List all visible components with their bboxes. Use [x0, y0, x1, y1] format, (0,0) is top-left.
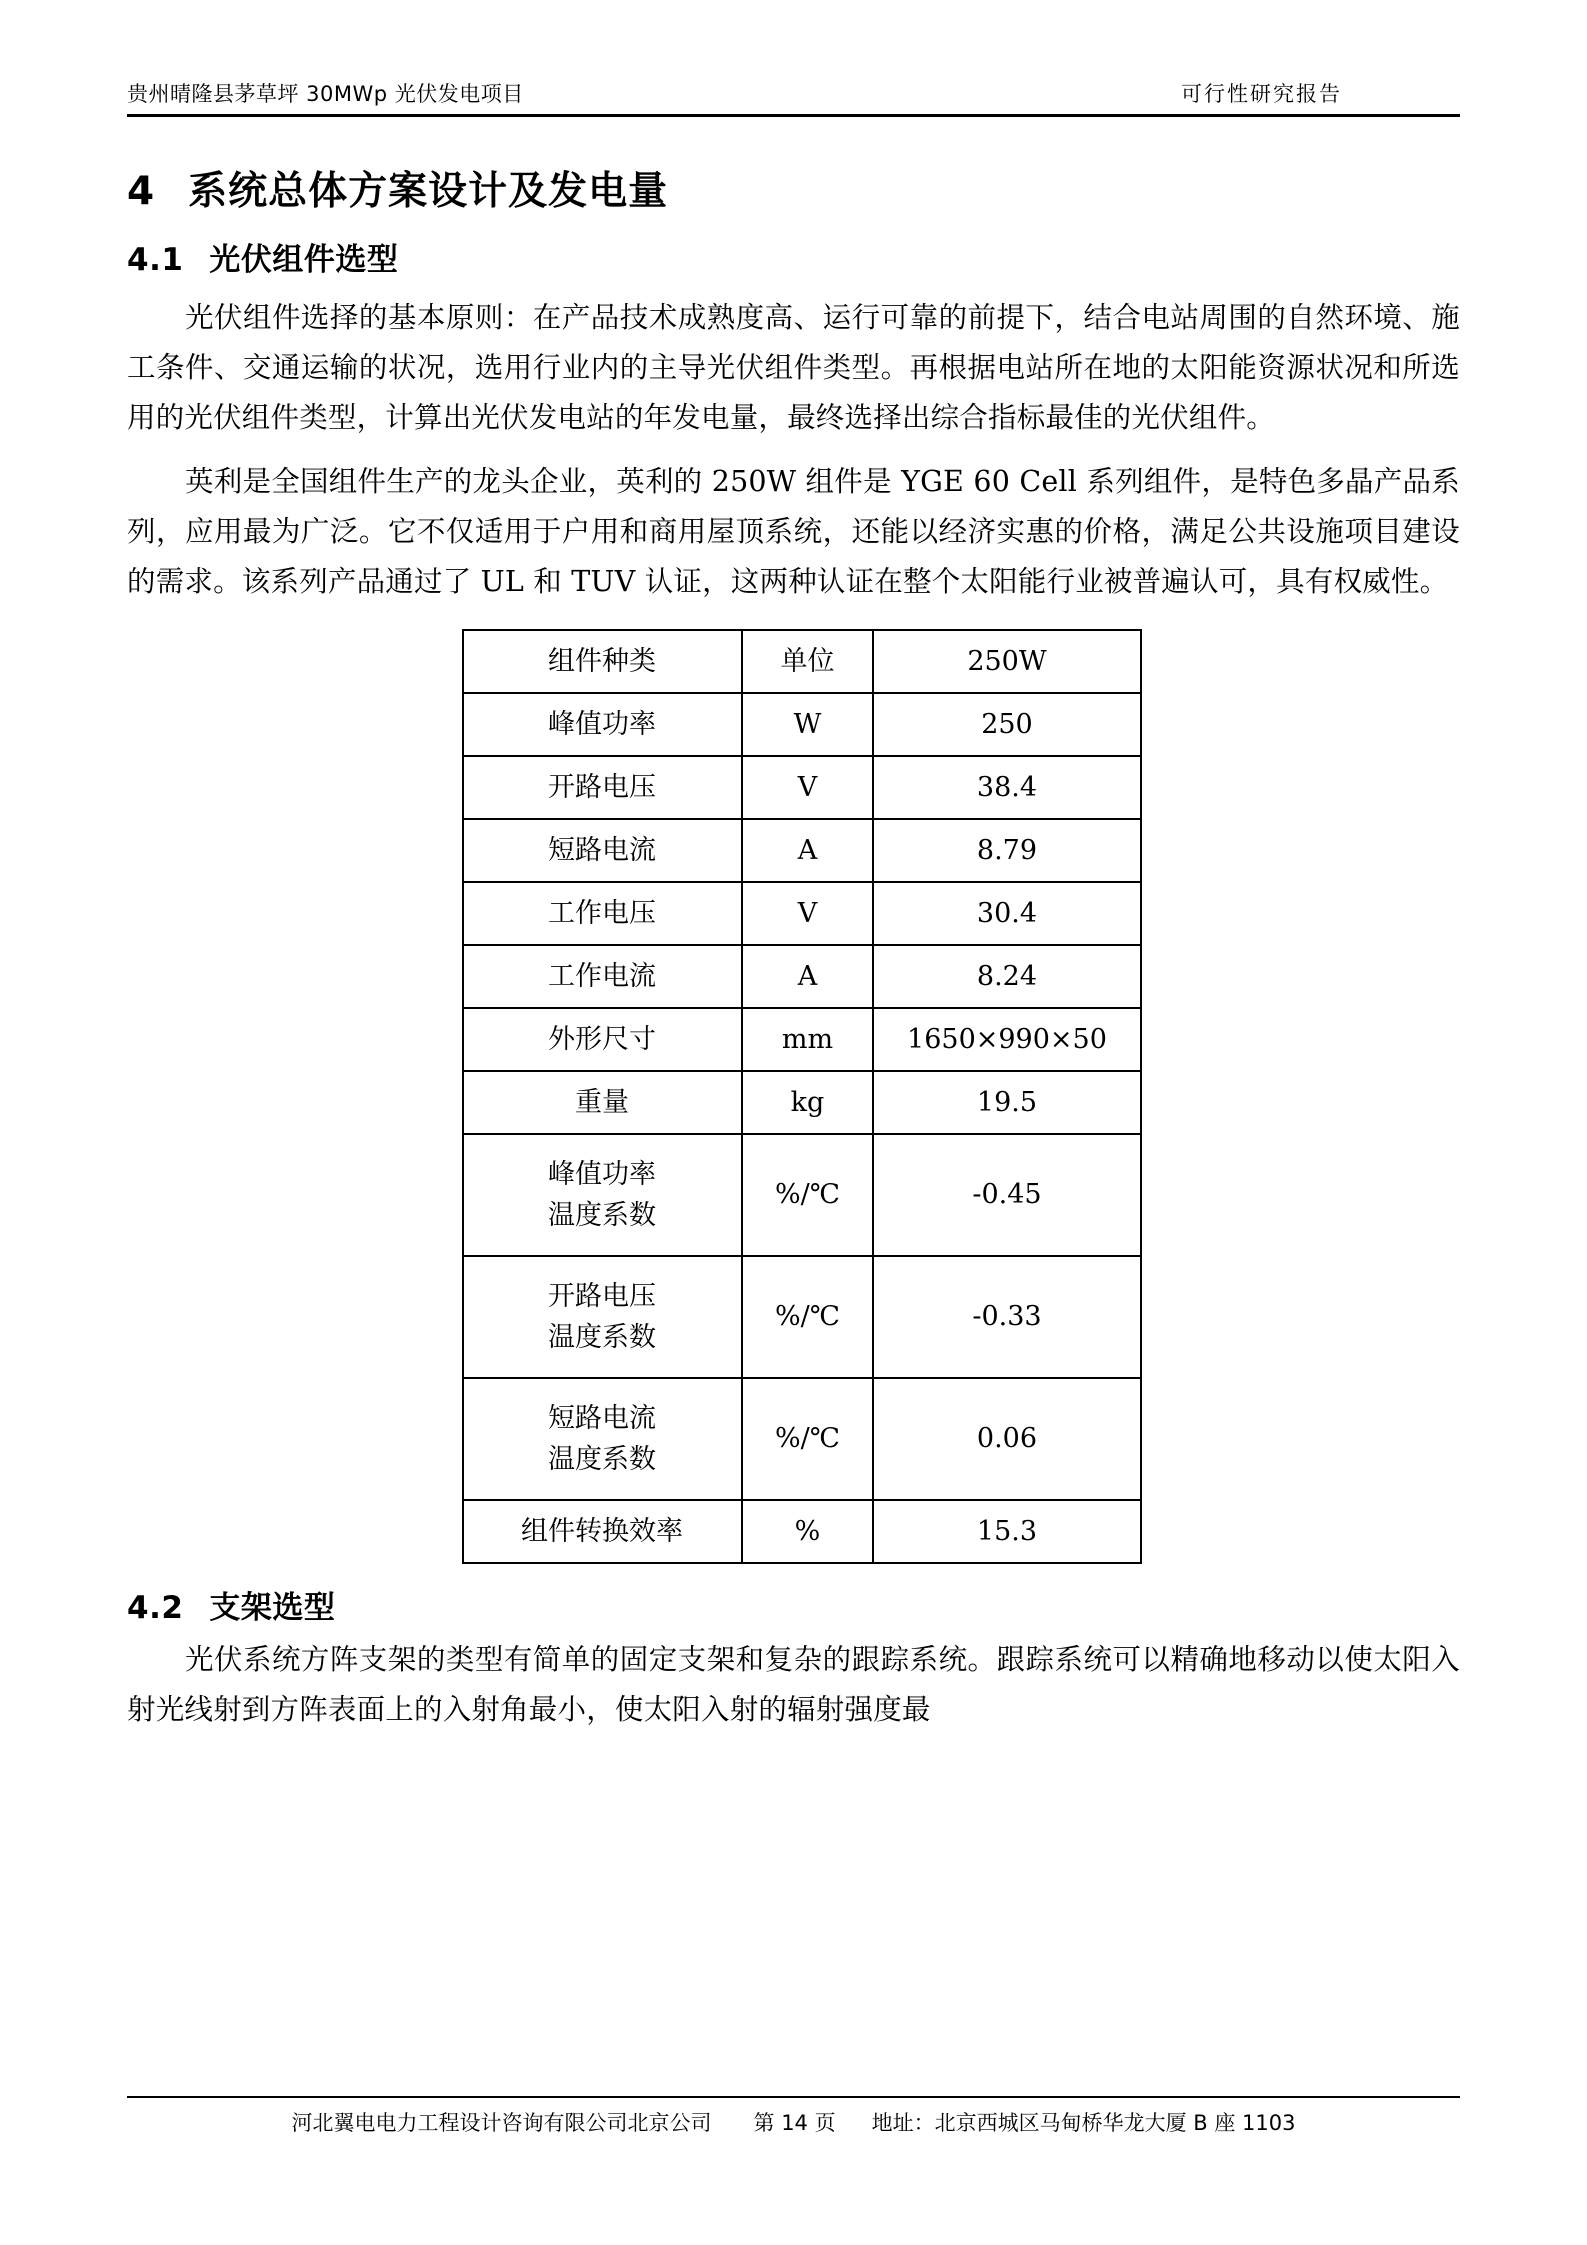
table-cell-unit: V [742, 756, 874, 819]
subsection-number-42: 4.2 [127, 1589, 184, 1626]
table-cell-unit: kg [742, 1071, 874, 1134]
header-document-type: 可行性研究报告 [1181, 82, 1342, 106]
table-row [463, 1256, 1141, 1378]
table-cell-name: 峰值功率 [463, 693, 742, 756]
table-cell-name-line1: 开路电压 [548, 1280, 657, 1312]
paragraph-42-1: 光伏系统方阵支架的类型有简单的固定支架和复杂的跟踪系统。跟踪系统可以精确地移动以使太阳入射光线射到方阵表面上的入射角最小，使太阳入射的辐射强度最 [127, 1643, 1460, 1727]
footer-address: 地址：北京西城区马甸桥华龙大厦 B 座 1103 [871, 2111, 1296, 2135]
table-row [463, 756, 1141, 819]
subsection-title-41: 光伏组件选型 [209, 241, 399, 278]
section-title: 系统总体方案设计及发电量 [188, 169, 669, 214]
section-number: 4 [127, 169, 156, 214]
table-cell-unit: %/℃ [742, 1256, 874, 1378]
header-project-title: 贵州晴隆县茅草坪 30MWp 光伏发电项目 [127, 82, 524, 106]
table-row [463, 1008, 1141, 1071]
table-cell-unit: mm [742, 1008, 874, 1071]
table-cell-unit: W [742, 693, 874, 756]
table-cell-name: 组件转换效率 [463, 1500, 742, 1563]
table-row-header [463, 630, 1141, 693]
table-row [463, 1500, 1141, 1563]
table-cell-unit: V [742, 882, 874, 945]
paragraph-41-1: 光伏组件选择的基本原则：在产品技术成熟度高、运行可靠的前提下，结合电站周围的自然环境、施工条件、交通运输的状况，选用行业内的主导光伏组件类型。再根据电站所在地的太阳能资源状况和所选用的光伏组件类型，计算出光伏发电站的年发电量，最终选择出综合指标最佳的光伏组件。 [127, 300, 1460, 434]
table-cell-value: 250 [873, 693, 1140, 756]
table-cell-name-line1: 峰值功率 [548, 1158, 657, 1190]
table-cell-name-line2: 温度系数 [548, 1199, 657, 1231]
table-cell-value: 8.24 [873, 945, 1140, 1008]
table-row [463, 1378, 1141, 1500]
table-cell-name: 工作电压 [463, 882, 742, 945]
subsection-heading-41 [127, 242, 1460, 279]
table-header-unit: 单位 [742, 630, 874, 693]
table-row [463, 819, 1141, 882]
module-spec-table [462, 629, 1142, 1564]
table-cell-value: -0.33 [873, 1256, 1140, 1378]
table-cell-value: 8.79 [873, 819, 1140, 882]
footer-page-number: 第 14 页 [753, 2111, 836, 2135]
table-row [463, 693, 1141, 756]
table-cell-name: 开路电压 [463, 756, 742, 819]
table-cell-name: 重量 [463, 1071, 742, 1134]
table-cell-value: 38.4 [873, 756, 1140, 819]
subsection-title-42: 支架选型 [209, 1589, 336, 1626]
table-cell-value: 1650×990×50 [873, 1008, 1140, 1071]
table-cell-unit: A [742, 819, 874, 882]
table-cell-unit: %/℃ [742, 1134, 874, 1256]
table-cell-unit: A [742, 945, 874, 1008]
paragraph-41-2: 英利是全国组件生产的龙头企业，英利的 250W 组件是 YGE 60 Cell 系列组件，是特色多晶产品系列，应用最为广泛。它不仅适用于户用和商用屋顶系统，还能以经济实惠的价格，满足公共设施项目建设的需求。该系列产品通过了 UL 和 TUV 认证，这两种认证在整个太阳能行业被普遍认可，具有权威性。 [127, 464, 1460, 598]
running-header [127, 0, 1460, 117]
table-cell-name [463, 1134, 742, 1256]
table-cell-name [463, 1256, 742, 1378]
table-cell-value: 19.5 [873, 1071, 1140, 1134]
table-cell-name: 外形尺寸 [463, 1008, 742, 1071]
running-footer [127, 2096, 1460, 2137]
table-header-name: 组件种类 [463, 630, 742, 693]
table-cell-unit: % [742, 1500, 874, 1563]
table-cell-name-line1: 短路电流 [548, 1402, 657, 1434]
table-cell-name [463, 1378, 742, 1500]
table-header-value: 250W [873, 630, 1140, 693]
section-heading [127, 169, 1460, 216]
subsection-number-41: 4.1 [127, 241, 184, 278]
table-cell-name-line2: 温度系数 [548, 1321, 657, 1353]
table-cell-value: -0.45 [873, 1134, 1140, 1256]
table-row [463, 1071, 1141, 1134]
table-cell-name-line2: 温度系数 [548, 1443, 657, 1475]
table-cell-name: 工作电流 [463, 945, 742, 1008]
table-row [463, 882, 1141, 945]
table-cell-value: 30.4 [873, 882, 1140, 945]
table-row [463, 945, 1141, 1008]
footer-company: 河北翼电电力工程设计咨询有限公司北京公司 [291, 2111, 712, 2135]
table-cell-unit: %/℃ [742, 1378, 874, 1500]
table-cell-name: 短路电流 [463, 819, 742, 882]
table-cell-value: 0.06 [873, 1378, 1140, 1500]
subsection-heading-42 [127, 1590, 1460, 1627]
table-row [463, 1134, 1141, 1256]
spec-table-container [127, 629, 1460, 1564]
table-cell-value: 15.3 [873, 1500, 1140, 1563]
